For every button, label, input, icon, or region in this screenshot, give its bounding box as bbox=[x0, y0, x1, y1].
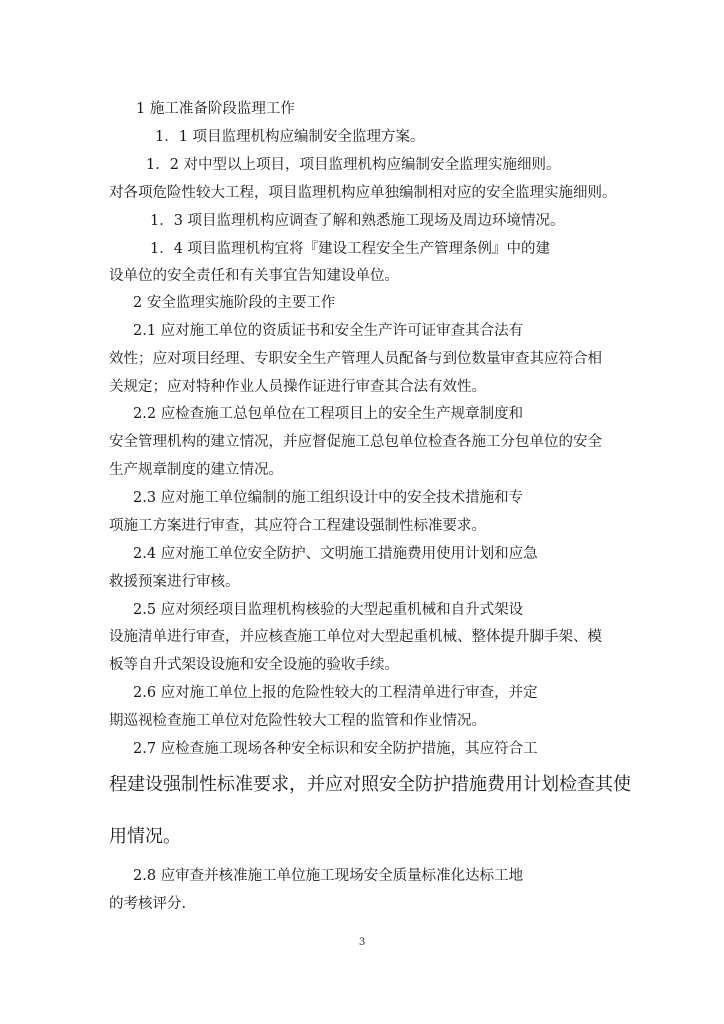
paragraph-line: 设施清单进行审查，并应核查施工单位对大型起重机械、整体提升脚手架、模 bbox=[109, 629, 602, 645]
section-heading-2: 2 安全监理实施阶段的主要工作 bbox=[133, 295, 336, 311]
paragraph-line: 2.7 应检查施工现场各种安全标识和安全防护措施，其应符合工 bbox=[133, 741, 538, 757]
paragraph-line: 1．1 项目监理机构应编制安全监理方案。 bbox=[155, 129, 425, 145]
paragraph-line: 2.6 应对施工单位上报的危险性较大的工程清单进行审查，并定 bbox=[133, 685, 538, 701]
paragraph-line: 安全管理机构的建立情况，并应督促施工总包单位检查各施工分包单位的安全 bbox=[109, 434, 602, 450]
section-heading-1: 1 施工准备阶段监理工作 bbox=[136, 101, 295, 117]
paragraph-line: 救援预案进行审核。 bbox=[109, 574, 240, 590]
paragraph-line: 程建设强制性标准要求，并应对照安全防护措施费用计划检查其使 bbox=[109, 774, 631, 795]
paragraph-line: 对各项危险性较大工程，项目监理机构应单独编制相对应的安全监理实施细则。 bbox=[109, 185, 617, 201]
paragraph-line: 2.8 应审查并核准施工单位施工现场安全质量标准化达标工地 bbox=[133, 868, 524, 884]
paragraph-line: 2.3 应对施工单位编制的施工组织设计中的安全技术措施和专 bbox=[133, 490, 524, 506]
paragraph-line: 生产规章制度的建立情况。 bbox=[109, 462, 283, 478]
paragraph-line: 设单位的安全责任和有关事宜告知建设单位。 bbox=[109, 268, 399, 284]
paragraph-line: 2.4 应对施工单位安全防护、文明施工措施费用使用计划和应急 bbox=[133, 546, 538, 562]
paragraph-line: 项施工方案进行审查，其应符合工程建设强制性标准要求。 bbox=[109, 518, 486, 534]
paragraph-line: 期巡视检查施工单位对危险性较大工程的监管和作业情况。 bbox=[109, 713, 486, 729]
paragraph-line: 2.5 应对须经项目监理机构核验的大型起重机械和自升式架设 bbox=[133, 602, 524, 618]
page-number: 3 bbox=[358, 937, 366, 948]
paragraph-line: 效性；应对项目经理、专职安全生产管理人员配备与到位数量审查其应符合相 bbox=[109, 351, 602, 367]
paragraph-line: 的考核评分. bbox=[109, 896, 187, 912]
paragraph-line: 1．2 对中型以上项目，项目监理机构应编制安全监理实施细则。 bbox=[146, 157, 561, 173]
paragraph-line: 2.1 应对施工单位的资质证书和安全生产许可证审查其合法有 bbox=[133, 323, 524, 339]
paragraph-line: 2.2 应检查施工总包单位在工程项目上的安全生产规章制度和 bbox=[133, 406, 524, 422]
paragraph-line: 1．3 项目监理机构应调查了解和熟悉施工现场及周边环境情况。 bbox=[150, 213, 565, 229]
paragraph-line: 1．4 项目监理机构宜将『建设工程安全生产管理条例』中的建 bbox=[150, 241, 551, 257]
paragraph-line: 用情况。 bbox=[109, 826, 181, 847]
paragraph-line: 板等自升式架设设施和安全设施的验收手续。 bbox=[109, 657, 399, 673]
paragraph-line: 关规定；应对特种作业人员操作证进行审查其合法有效性。 bbox=[109, 379, 486, 395]
